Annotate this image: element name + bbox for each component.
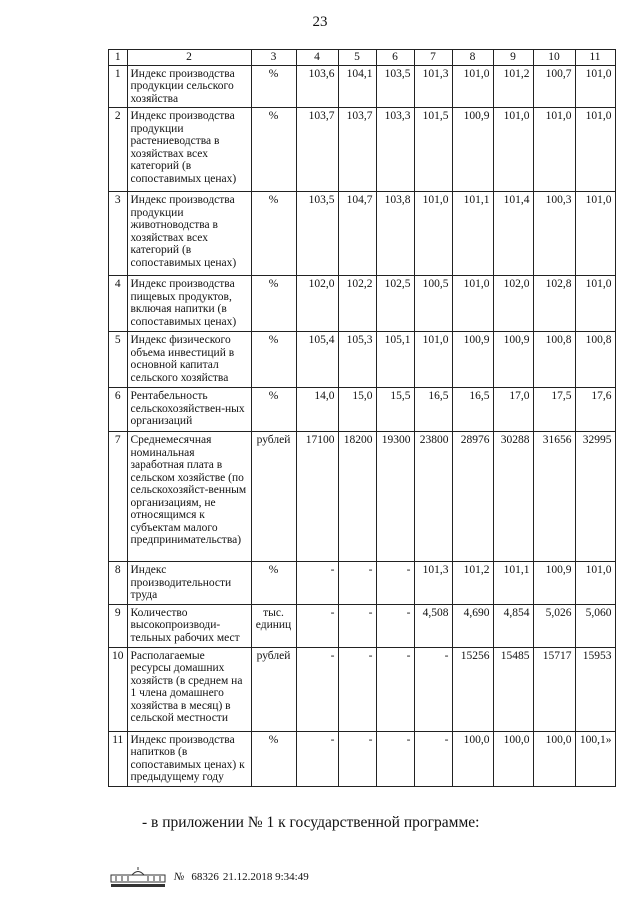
- unit-cell: %: [251, 562, 296, 605]
- indicator-name: Количество высокопроизводи-тельных рабочих мест: [127, 604, 251, 647]
- indicator-name: Индекс физического объема инвестиций в основной капитал сельского хозяйства: [127, 332, 251, 388]
- unit-cell: рублей: [251, 647, 296, 731]
- value-cell: 103,7: [296, 108, 338, 192]
- value-cell: 17,5: [533, 388, 575, 432]
- value-cell: 4,854: [493, 604, 533, 647]
- row-number: 11: [109, 731, 128, 786]
- column-header: 3: [251, 50, 296, 66]
- value-cell: -: [296, 647, 338, 731]
- row-number: 5: [109, 332, 128, 388]
- indicator-name: Рентабельность сельскохозяйствен-ных организаций: [127, 388, 251, 432]
- unit-cell: рублей: [251, 432, 296, 562]
- table-row: [109, 647, 616, 731]
- table-row: [109, 388, 616, 432]
- number-symbol: №: [174, 871, 185, 883]
- value-cell: 105,3: [338, 332, 376, 388]
- row-number: 4: [109, 276, 128, 332]
- unit-cell: тыс. единиц: [251, 604, 296, 647]
- document-footer: [110, 866, 309, 888]
- row-number: 7: [109, 432, 128, 562]
- unit-cell: %: [251, 192, 296, 276]
- value-cell: -: [296, 562, 338, 605]
- value-cell: -: [376, 731, 414, 786]
- document-timestamp: 21.12.2018 9:34:49: [222, 871, 309, 883]
- column-header: 11: [575, 50, 615, 66]
- value-cell: 100,9: [452, 108, 493, 192]
- indicator-name: Индекс производительности труда: [127, 562, 251, 605]
- indicator-name: Индекс производства продукции сельского хозяйства: [127, 65, 251, 108]
- column-header: 6: [376, 50, 414, 66]
- value-cell: 103,7: [338, 108, 376, 192]
- indicator-name: Индекс производства пищевых продуктов, включая напитки (в сопоставимых ценах): [127, 276, 251, 332]
- value-cell: 4,690: [452, 604, 493, 647]
- table-row: [109, 332, 616, 388]
- table-row: [109, 562, 616, 605]
- value-cell: 101,0: [575, 276, 615, 332]
- unit-cell: %: [251, 388, 296, 432]
- value-cell: 101,0: [414, 192, 452, 276]
- page-number: 23: [312, 14, 328, 30]
- value-cell: -: [376, 562, 414, 605]
- value-cell: 15256: [452, 647, 493, 731]
- value-cell: 18200: [338, 432, 376, 562]
- appendix-note: - в приложении № 1 к государственной программе:: [142, 814, 480, 831]
- document-number: 68326: [191, 871, 219, 883]
- value-cell: 23800: [414, 432, 452, 562]
- table-row: [109, 604, 616, 647]
- value-cell: 101,3: [414, 65, 452, 108]
- column-header: 7: [414, 50, 452, 66]
- value-cell: 101,1: [493, 562, 533, 605]
- value-cell: -: [338, 562, 376, 605]
- row-number: 1: [109, 65, 128, 108]
- column-header: 8: [452, 50, 493, 66]
- column-header: 2: [127, 50, 251, 66]
- row-number: 9: [109, 604, 128, 647]
- value-cell: 102,8: [533, 276, 575, 332]
- value-cell: 100,5: [414, 276, 452, 332]
- column-header: 4: [296, 50, 338, 66]
- value-cell: -: [414, 647, 452, 731]
- indicators-table: [108, 49, 616, 787]
- value-cell: -: [296, 731, 338, 786]
- value-cell: -: [338, 647, 376, 731]
- unit-cell: %: [251, 276, 296, 332]
- value-cell: 101,0: [452, 276, 493, 332]
- value-cell: 15485: [493, 647, 533, 731]
- unit-cell: %: [251, 731, 296, 786]
- unit-cell: %: [251, 108, 296, 192]
- table-row: [109, 65, 616, 108]
- value-cell: 15953: [575, 647, 615, 731]
- value-cell: 100,0: [452, 731, 493, 786]
- value-cell: 103,5: [376, 65, 414, 108]
- value-cell: 32995: [575, 432, 615, 562]
- value-cell: 103,5: [296, 192, 338, 276]
- row-number: 6: [109, 388, 128, 432]
- column-header: 1: [109, 50, 128, 66]
- value-cell: 102,2: [338, 276, 376, 332]
- value-cell: 100,9: [452, 332, 493, 388]
- value-cell: 101,0: [493, 108, 533, 192]
- value-cell: 102,0: [493, 276, 533, 332]
- row-number: 3: [109, 192, 128, 276]
- value-cell: 101,3: [414, 562, 452, 605]
- indicator-name: Индекс производства напитков (в сопоставимых ценах) к предыдущему году: [127, 731, 251, 786]
- table-header-row: [109, 50, 616, 66]
- row-number: 8: [109, 562, 128, 605]
- value-cell: 101,0: [414, 332, 452, 388]
- value-cell: 102,0: [296, 276, 338, 332]
- value-cell: 100,8: [533, 332, 575, 388]
- value-cell: 102,5: [376, 276, 414, 332]
- value-cell: 17,6: [575, 388, 615, 432]
- row-number: 10: [109, 647, 128, 731]
- value-cell: 100,0: [493, 731, 533, 786]
- value-cell: 103,6: [296, 65, 338, 108]
- table-row: [109, 108, 616, 192]
- column-header: 10: [533, 50, 575, 66]
- value-cell: 104,1: [338, 65, 376, 108]
- value-cell: 5,060: [575, 604, 615, 647]
- column-header: 5: [338, 50, 376, 66]
- value-cell: 31656: [533, 432, 575, 562]
- indicator-name: Среднемесячная номинальная заработная плата в сельском хозяйстве (по сельскохозяйст-венным организациям, не относящимся к субъектам малого предпринимательства): [127, 432, 251, 562]
- table-row: [109, 731, 616, 786]
- value-cell: 101,0: [575, 65, 615, 108]
- indicator-name: Индекс производства продукции растениеводства в хозяйствах всех категорий (в сопоставимых ценах): [127, 108, 251, 192]
- value-cell: 105,1: [376, 332, 414, 388]
- value-cell: 16,5: [452, 388, 493, 432]
- value-cell: 15,5: [376, 388, 414, 432]
- indicator-name: Индекс производства продукции животноводства в хозяйствах всех категорий (в сопоставимых ценах): [127, 192, 251, 276]
- unit-cell: %: [251, 332, 296, 388]
- table-row: [109, 276, 616, 332]
- column-header: 9: [493, 50, 533, 66]
- value-cell: 30288: [493, 432, 533, 562]
- indicator-name: Располагаемые ресурсы домашних хозяйств (в среднем на 1 члена домашнего хозяйства в месяц) в сельской местности: [127, 647, 251, 731]
- government-seal-icon: [110, 866, 166, 888]
- value-cell: 100,8: [575, 332, 615, 388]
- value-cell: -: [414, 731, 452, 786]
- value-cell: 5,026: [533, 604, 575, 647]
- value-cell: 100,9: [533, 562, 575, 605]
- value-cell: 101,0: [533, 108, 575, 192]
- row-number: 2: [109, 108, 128, 192]
- value-cell: 103,3: [376, 108, 414, 192]
- value-cell: -: [376, 647, 414, 731]
- value-cell: 100,3: [533, 192, 575, 276]
- value-cell: 105,4: [296, 332, 338, 388]
- value-cell: 101,0: [575, 108, 615, 192]
- value-cell: 14,0: [296, 388, 338, 432]
- table-row: [109, 192, 616, 276]
- value-cell: 101,1: [452, 192, 493, 276]
- value-cell: 16,5: [414, 388, 452, 432]
- value-cell: 15717: [533, 647, 575, 731]
- value-cell: 104,7: [338, 192, 376, 276]
- value-cell: 17100: [296, 432, 338, 562]
- value-cell: 101,0: [575, 562, 615, 605]
- value-cell: 100,1»: [575, 731, 615, 786]
- value-cell: 101,2: [493, 65, 533, 108]
- value-cell: 28976: [452, 432, 493, 562]
- table-row: [109, 432, 616, 562]
- value-cell: -: [296, 604, 338, 647]
- value-cell: 4,508: [414, 604, 452, 647]
- value-cell: 101,0: [575, 192, 615, 276]
- value-cell: 101,5: [414, 108, 452, 192]
- value-cell: 100,0: [533, 731, 575, 786]
- value-cell: -: [338, 604, 376, 647]
- value-cell: 103,8: [376, 192, 414, 276]
- value-cell: 101,2: [452, 562, 493, 605]
- value-cell: 101,0: [452, 65, 493, 108]
- value-cell: 100,9: [493, 332, 533, 388]
- value-cell: -: [338, 731, 376, 786]
- value-cell: 100,7: [533, 65, 575, 108]
- value-cell: 101,4: [493, 192, 533, 276]
- value-cell: -: [376, 604, 414, 647]
- unit-cell: %: [251, 65, 296, 108]
- value-cell: 17,0: [493, 388, 533, 432]
- value-cell: 15,0: [338, 388, 376, 432]
- value-cell: 19300: [376, 432, 414, 562]
